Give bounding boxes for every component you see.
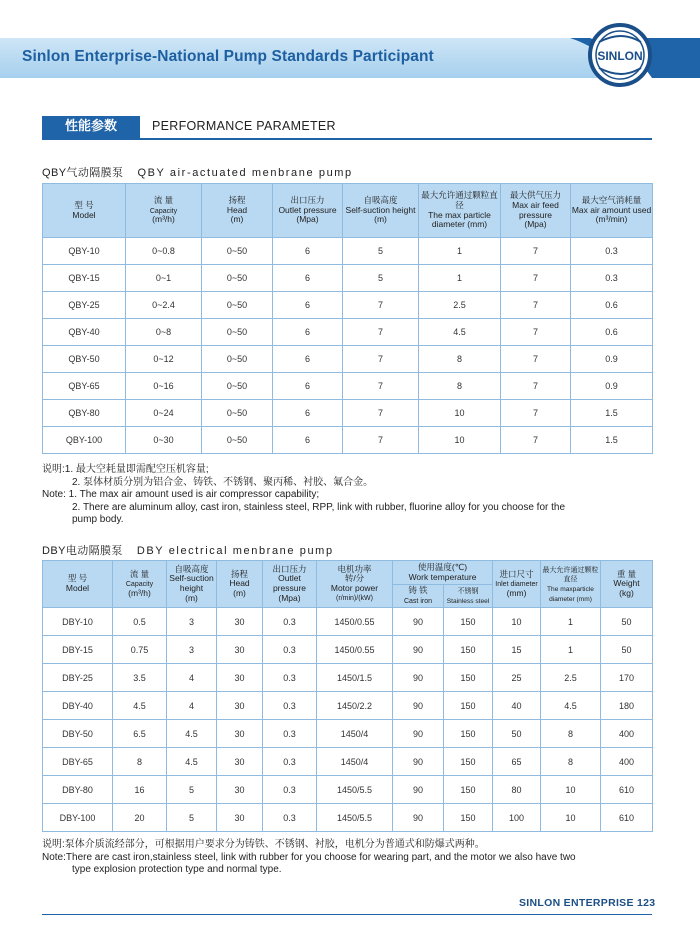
dby-table-row (43, 664, 653, 692)
qby-title-en: QBY air-actuated menbrane pump (137, 167, 353, 179)
qby-cell: 7 (501, 292, 571, 319)
dby-cell: 3.5 (113, 664, 167, 692)
qby-note-cn-1: 说明:1. 最大空耗量即需配空压机容量; (42, 464, 209, 475)
dby-cell: 4.5 (167, 748, 217, 776)
dby-cell: 30 (217, 664, 263, 692)
dby-cell: 0.3 (263, 664, 317, 692)
footer-rule (42, 914, 652, 915)
qby-cell: 0.3 (571, 238, 653, 265)
qby-cell: 1.5 (571, 427, 653, 454)
dby-col-head: 扬程 Head (m) (217, 561, 263, 608)
qby-cell: 7 (501, 373, 571, 400)
dby-cell: 170 (601, 664, 653, 692)
qby-col-head: 扬程 Head (m) (202, 184, 273, 238)
dby-cell: 1450/2.2 (317, 692, 393, 720)
qby-cell: 7 (343, 346, 419, 373)
dby-cell: 0.3 (263, 748, 317, 776)
logo-text: SINLON (597, 49, 643, 63)
dby-cell: 150 (444, 608, 493, 636)
qby-cell: 6 (273, 238, 343, 265)
dby-cell: 80 (493, 776, 541, 804)
qby-cell: QBY-80 (43, 400, 126, 427)
dby-cell: 20 (113, 804, 167, 832)
qby-cell: 4.5 (419, 319, 501, 346)
section-heading (42, 116, 652, 140)
qby-cell: 0~8 (126, 319, 202, 346)
dby-title-cn: DBY电动隔膜泵 (42, 545, 123, 557)
dby-cell: 30 (217, 720, 263, 748)
dby-cell: 1450/4 (317, 720, 393, 748)
dby-cell: 90 (393, 692, 444, 720)
dby-cell: 90 (393, 776, 444, 804)
qby-cell: 1 (419, 238, 501, 265)
qby-cell: 5 (343, 265, 419, 292)
qby-cell: 0~50 (202, 292, 273, 319)
qby-cell: 0~50 (202, 346, 273, 373)
dby-cell: 1450/5.5 (317, 776, 393, 804)
qby-cell: 0~50 (202, 400, 273, 427)
qby-cell: 6 (273, 319, 343, 346)
dby-cell: 1450/0.55 (317, 608, 393, 636)
dby-cell: 1 (541, 608, 601, 636)
qby-cell: 2.5 (419, 292, 501, 319)
qby-col-model: 型 号 Model (43, 184, 126, 238)
dby-cell: 50 (601, 636, 653, 664)
dby-cell: 50 (493, 720, 541, 748)
footer-brand: SINLON ENTERPRISE (519, 897, 634, 909)
dby-cell: 30 (217, 636, 263, 664)
dby-cell: 8 (113, 748, 167, 776)
dby-cell: 4.5 (113, 692, 167, 720)
sinlon-logo (585, 20, 655, 90)
qby-cell: 6 (273, 346, 343, 373)
qby-cell: 7 (501, 400, 571, 427)
dby-note-en-2: type explosion protection type and normal type. (72, 864, 282, 876)
dby-col-capacity: 流 量 Capacity (m³/h) (113, 561, 167, 608)
dby-cell: 8 (541, 720, 601, 748)
dby-table-row (43, 804, 653, 832)
qby-cell: 8 (419, 373, 501, 400)
qby-cell: QBY-100 (43, 427, 126, 454)
dby-table-row (43, 720, 653, 748)
dby-cell: 90 (393, 636, 444, 664)
dby-cell: 4 (167, 692, 217, 720)
qby-cell: 0~1 (126, 265, 202, 292)
qby-cell: QBY-65 (43, 373, 126, 400)
dby-cell: 90 (393, 608, 444, 636)
qby-cell: 0.6 (571, 319, 653, 346)
dby-cell: 30 (217, 692, 263, 720)
qby-cell: 0.3 (571, 265, 653, 292)
dby-cell: 1450/1.5 (317, 664, 393, 692)
dby-cell: 65 (493, 748, 541, 776)
qby-col-suction: 自吸高度 Self-suction height (m) (343, 184, 419, 238)
dby-cell: 5 (167, 804, 217, 832)
qby-cell: QBY-50 (43, 346, 126, 373)
dby-title (42, 542, 334, 558)
qby-cell: 8 (419, 346, 501, 373)
dby-table-row (43, 748, 653, 776)
dby-cell: DBY-25 (43, 664, 113, 692)
qby-cell: 0~2.4 (126, 292, 202, 319)
dby-cell: 30 (217, 608, 263, 636)
dby-note-cn: 说明:泵体介质流经部分，可根据用户要求分为铸铁、不锈钢、衬胶，电机分为普通式和防爆式两种。 (42, 839, 485, 850)
qby-cell: QBY-40 (43, 319, 126, 346)
dby-cell: 1450/4 (317, 748, 393, 776)
dby-cell: 50 (601, 608, 653, 636)
dby-cell: 180 (601, 692, 653, 720)
dby-title-en: DBY electrical menbrane pump (136, 545, 334, 557)
qby-note-en-1: Note: 1. The max air amount used is air compressor capability; (42, 489, 320, 501)
dby-col-suction: 自吸高度 Self-suction height (m) (167, 561, 217, 608)
dby-performance-table (42, 560, 653, 832)
dby-cell: 150 (444, 720, 493, 748)
qby-cell: 6 (273, 400, 343, 427)
dby-cell: 90 (393, 664, 444, 692)
qby-cell: 6 (273, 292, 343, 319)
dby-cell: 150 (444, 636, 493, 664)
qby-cell: 0~30 (126, 427, 202, 454)
qby-note-en-2: 2. There are aluminum alloy, cast iron, stainless steel, RPP, link with rubber, fluorine alloy for you choose for the (72, 501, 566, 513)
qby-table-row (43, 265, 653, 292)
qby-col-air-amount: 最大空气消耗量 Max air amount used (m³/min) (571, 184, 653, 238)
qby-cell: 7 (501, 319, 571, 346)
dby-note-en-1: Note:There are cast iron,stainless steel, link with rubber for you choose for wearing part, and the motor we also have two (42, 851, 576, 863)
dby-cell: 400 (601, 720, 653, 748)
dby-col-weight: 重 量 Weight (kg) (601, 561, 653, 608)
qby-cell: 0~50 (202, 427, 273, 454)
qby-cell: 7 (343, 319, 419, 346)
dby-cell: DBY-100 (43, 804, 113, 832)
dby-cell: 10 (541, 776, 601, 804)
qby-cell: 0~50 (202, 238, 273, 265)
qby-note-cn-2: 2. 泵体材质分别为铝合金、铸铁、不锈钢、聚丙稀、衬胶、氟合金。 (72, 476, 374, 488)
qby-title (42, 164, 353, 180)
qby-cell: 0.9 (571, 373, 653, 400)
dby-cell: 30 (217, 804, 263, 832)
dby-cell: 90 (393, 804, 444, 832)
section-label-cn: 性能参数 (42, 116, 140, 138)
qby-cell: 0~50 (202, 373, 273, 400)
qby-cell: 6 (273, 427, 343, 454)
dby-cell: 1 (541, 636, 601, 664)
dby-cell: DBY-40 (43, 692, 113, 720)
qby-cell: 0~50 (202, 319, 273, 346)
qby-table-row (43, 427, 653, 454)
qby-cell: 7 (501, 238, 571, 265)
qby-cell: 7 (343, 400, 419, 427)
dby-table-row (43, 608, 653, 636)
dby-cell: 0.3 (263, 636, 317, 664)
dby-table-row (43, 776, 653, 804)
dby-cell: 2.5 (541, 664, 601, 692)
dby-cell: DBY-80 (43, 776, 113, 804)
dby-cell: 25 (493, 664, 541, 692)
dby-cell: 5 (167, 776, 217, 804)
qby-cell: 0.9 (571, 346, 653, 373)
qby-cell: 7 (501, 427, 571, 454)
dby-cell: 0.3 (263, 776, 317, 804)
qby-table-row (43, 400, 653, 427)
dby-cell: 0.5 (113, 608, 167, 636)
dby-cell: 0.3 (263, 692, 317, 720)
qby-cell: 10 (419, 427, 501, 454)
qby-table-row (43, 346, 653, 373)
dby-cell: 400 (601, 748, 653, 776)
dby-cell: 16 (113, 776, 167, 804)
dby-cell: 610 (601, 804, 653, 832)
dby-table-row (43, 636, 653, 664)
qby-cell: QBY-15 (43, 265, 126, 292)
dby-cell: DBY-50 (43, 720, 113, 748)
qby-col-air-pressure: 最大供气压力 Max air feed pressure (Mpa) (501, 184, 571, 238)
dby-col-model: 型 号 Model (43, 561, 113, 608)
qby-cell: 1 (419, 265, 501, 292)
dby-cell: 4 (167, 664, 217, 692)
dby-cell: 40 (493, 692, 541, 720)
dby-cell: 610 (601, 776, 653, 804)
dby-cell: 0.3 (263, 720, 317, 748)
dby-table-row (43, 692, 653, 720)
dby-col-motor: 电机功率 转/分 Motor power (r/min)/(kW) (317, 561, 393, 608)
qby-cell: 6 (273, 265, 343, 292)
qby-cell: 0~24 (126, 400, 202, 427)
qby-cell: 7 (501, 265, 571, 292)
qby-cell: QBY-25 (43, 292, 126, 319)
qby-cell: QBY-10 (43, 238, 126, 265)
dby-cell: 8 (541, 748, 601, 776)
dby-cell: 150 (444, 776, 493, 804)
dby-cell: 30 (217, 748, 263, 776)
dby-header-row-1 (43, 561, 653, 585)
qby-notes (42, 464, 565, 527)
qby-cell: 0.6 (571, 292, 653, 319)
dby-col-temperature: 使用温度(℃) Work temperature (393, 561, 493, 585)
dby-cell: 4.5 (167, 720, 217, 748)
dby-cell: DBY-15 (43, 636, 113, 664)
dby-col-particle: 最大允许通过颗粒直径 The maxparticle diameter (mm) (541, 561, 601, 608)
page-header-title: Sinlon Enterprise-National Pump Standards Participant (22, 48, 434, 65)
qby-cell: 6 (273, 373, 343, 400)
qby-table-row (43, 238, 653, 265)
dby-cell: 150 (444, 664, 493, 692)
qby-table-row (43, 292, 653, 319)
qby-col-outlet: 出口压力 Outlet pressure (Mpa) (273, 184, 343, 238)
qby-note-en-3: pump body. (72, 514, 124, 526)
page-footer (519, 897, 655, 909)
dby-cell: 150 (444, 692, 493, 720)
dby-cell: DBY-65 (43, 748, 113, 776)
dby-cell: 100 (493, 804, 541, 832)
dby-cell: 3 (167, 636, 217, 664)
qby-cell: 1.5 (571, 400, 653, 427)
qby-cell: 0~12 (126, 346, 202, 373)
qby-col-particle: 最大允许通过颗粒直径 The max particle diameter (mm) (419, 184, 501, 238)
dby-cell: 90 (393, 748, 444, 776)
dby-cell: 10 (493, 608, 541, 636)
section-label-en: PERFORMANCE PARAMETER (152, 119, 336, 133)
qby-table-row (43, 373, 653, 400)
dby-cell: 4.5 (541, 692, 601, 720)
qby-cell: 0~50 (202, 265, 273, 292)
qby-cell: 7 (343, 292, 419, 319)
dby-cell: 0.3 (263, 608, 317, 636)
qby-cell: 5 (343, 238, 419, 265)
qby-cell: 7 (501, 346, 571, 373)
dby-col-cast-iron: 铸 铁 Cast iron (393, 585, 444, 608)
qby-performance-table (42, 183, 653, 454)
qby-col-capacity: 流 量 Capacity (m³/h) (126, 184, 202, 238)
dby-cell: 0.3 (263, 804, 317, 832)
dby-cell: 3 (167, 608, 217, 636)
dby-cell: 30 (217, 776, 263, 804)
dby-cell: DBY-10 (43, 608, 113, 636)
qby-cell: 10 (419, 400, 501, 427)
dby-cell: 10 (541, 804, 601, 832)
qby-cell: 7 (343, 427, 419, 454)
dby-cell: 0.75 (113, 636, 167, 664)
dby-cell: 15 (493, 636, 541, 664)
dby-cell: 150 (444, 748, 493, 776)
dby-cell: 1450/0.55 (317, 636, 393, 664)
page-number: 123 (637, 897, 656, 909)
qby-table-row (43, 319, 653, 346)
qby-cell: 0~0.8 (126, 238, 202, 265)
qby-title-cn: QBY气动隔膜泵 (42, 167, 124, 179)
dby-cell: 90 (393, 720, 444, 748)
dby-cell: 150 (444, 804, 493, 832)
dby-col-stainless: 不锈钢 Stainless steel (444, 585, 493, 608)
dby-cell: 6.5 (113, 720, 167, 748)
dby-col-outlet: 出口压力 Outlet pressure (Mpa) (263, 561, 317, 608)
qby-header-row (43, 184, 653, 238)
qby-cell: 7 (343, 373, 419, 400)
qby-cell: 0~16 (126, 373, 202, 400)
dby-cell: 1450/5.5 (317, 804, 393, 832)
dby-notes (42, 839, 576, 877)
dby-col-inlet: 进口尺寸 Inlet diameter (mm) (493, 561, 541, 608)
